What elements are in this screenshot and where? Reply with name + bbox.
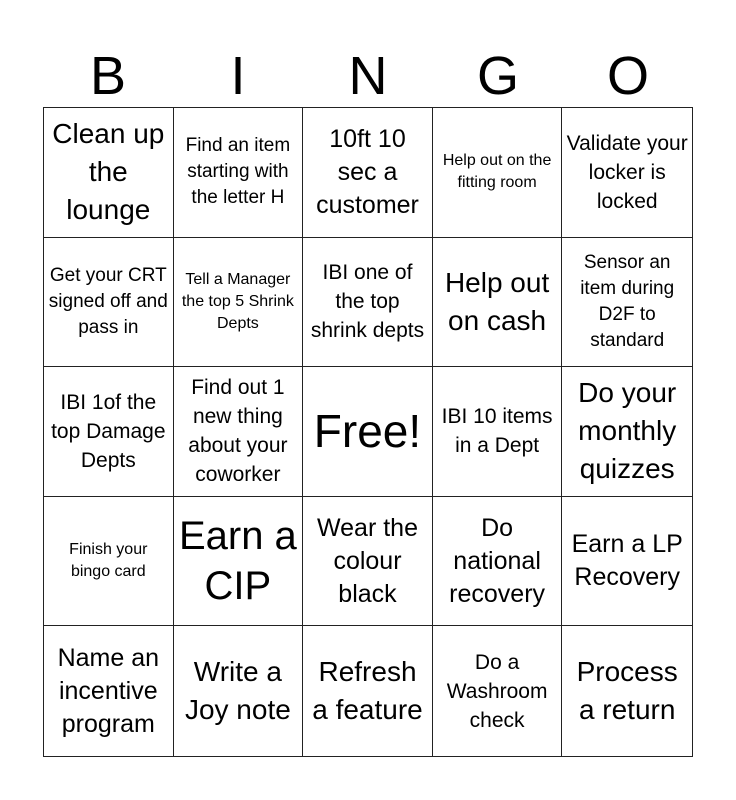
bingo-cell[interactable] <box>174 626 304 756</box>
bingo-cell[interactable] <box>174 367 304 497</box>
bingo-cell[interactable] <box>562 108 692 238</box>
bingo-cell[interactable] <box>433 367 563 497</box>
cell-label: IBI 1of the top Damage Depts <box>51 390 166 472</box>
cell-label: Write a Joy note <box>184 656 291 726</box>
header-letter-i: I <box>230 46 246 106</box>
cell-label: Wear the colour black <box>317 513 418 608</box>
free-space[interactable] <box>303 367 433 497</box>
cell-label: 10ft 10 sec a customer <box>316 124 419 219</box>
cell-label: Earn a CIP <box>178 514 297 609</box>
bingo-grid <box>43 107 693 757</box>
cell-label: Name an incentive program <box>57 643 160 738</box>
cell-label: Finish your bingo card <box>69 541 148 581</box>
bingo-cell[interactable] <box>44 626 174 756</box>
bingo-cell[interactable] <box>562 238 692 368</box>
bingo-cell[interactable] <box>174 238 304 368</box>
bingo-cell[interactable] <box>433 238 563 368</box>
bingo-cell[interactable] <box>44 108 174 238</box>
cell-label: IBI one of the top shrink depts <box>310 261 425 343</box>
bingo-cell[interactable] <box>562 367 692 497</box>
bingo-cell[interactable] <box>174 497 304 627</box>
bingo-cell[interactable] <box>174 108 304 238</box>
header-letter-o: O <box>606 46 649 106</box>
cell-label: Do a Washroom check <box>446 650 548 732</box>
cell-label: Tell a Manager the top 5 Shrink Depts <box>181 270 294 332</box>
header-letter-b: B <box>89 46 127 106</box>
bingo-cell[interactable] <box>44 367 174 497</box>
bingo-cell[interactable] <box>562 497 692 627</box>
header-letter-n: N <box>348 46 388 106</box>
bingo-cell[interactable] <box>433 108 563 238</box>
cell-label: IBI 10 items in a Dept <box>441 405 553 458</box>
cell-label: Refresh a feature <box>312 656 423 726</box>
cell-label: Find an item starting with the letter H <box>185 135 291 209</box>
cell-label: Clean up the lounge <box>52 118 165 226</box>
bingo-cell[interactable] <box>303 238 433 368</box>
header-letter-g: G <box>476 46 519 106</box>
bingo-cell[interactable] <box>303 626 433 756</box>
cell-label: Do national recovery <box>449 513 546 608</box>
cell-label: Earn a LP Recovery <box>571 530 683 592</box>
cell-label: Help out on the fitting room <box>442 152 552 192</box>
bingo-cell[interactable] <box>303 108 433 238</box>
bingo-cell[interactable] <box>433 497 563 627</box>
cell-label: Get your CRT signed off and pass in <box>48 264 168 338</box>
bingo-header <box>43 44 693 108</box>
bingo-cell[interactable] <box>433 626 563 756</box>
cell-label: Validate your locker is locked <box>566 131 688 213</box>
bingo-cell[interactable] <box>44 497 174 627</box>
bingo-cell[interactable] <box>562 626 692 756</box>
cell-label: Do your monthly quizzes <box>578 377 677 485</box>
cell-label: Find out 1 new thing about your coworker <box>188 376 288 487</box>
cell-label: Process a return <box>576 656 678 726</box>
bingo-cell[interactable] <box>44 238 174 368</box>
cell-label: Sensor an item during D2F to standard <box>580 251 675 351</box>
cell-label: Free! <box>313 405 422 458</box>
cell-label: Help out on cash <box>444 266 550 336</box>
bingo-cell[interactable] <box>303 497 433 627</box>
